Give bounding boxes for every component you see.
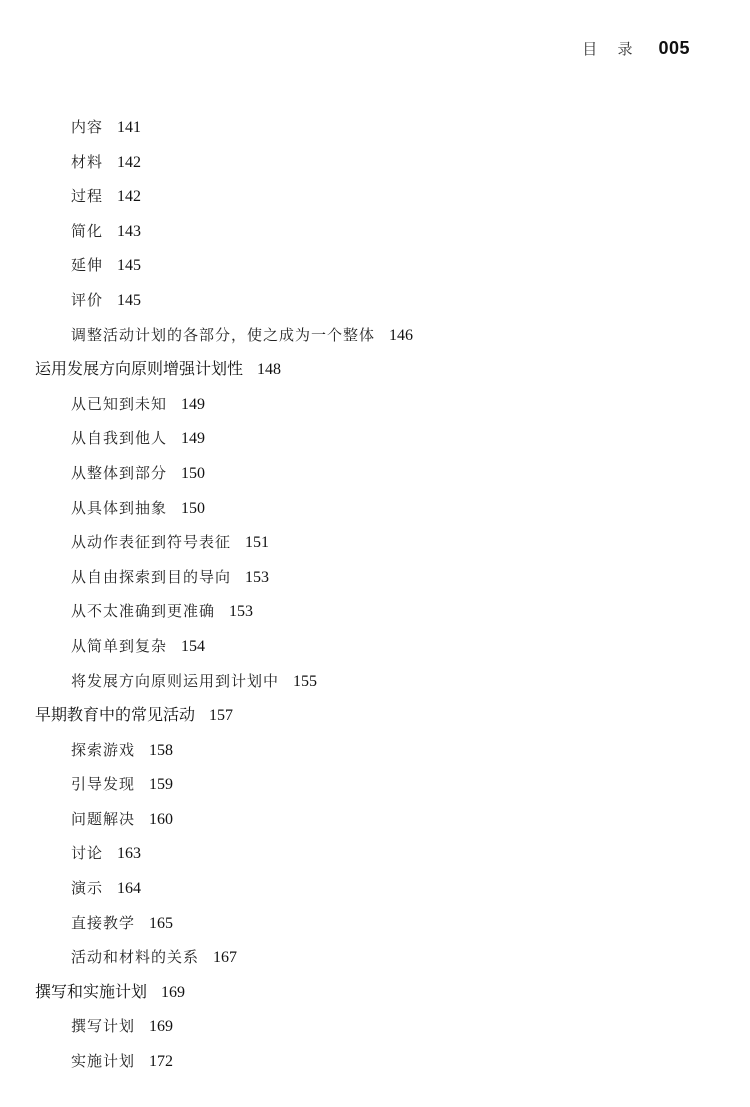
toc-section-entry[interactable] [0,352,750,387]
toc-entry-title: 过程 [71,187,104,206]
toc-subsection-entry[interactable] [0,214,750,249]
toc-subsection-entry[interactable] [0,145,750,180]
toc-subsection-entry[interactable] [0,664,750,699]
toc-subsection-entry[interactable] [0,560,750,595]
toc-subsection-entry[interactable] [0,871,750,906]
toc-entry-title: 评价 [71,290,104,309]
toc-section-entry[interactable] [0,975,750,1010]
toc-subsection-entry[interactable] [0,906,750,941]
toc-subsection-entry[interactable] [0,1044,750,1079]
toc-subsection-entry[interactable] [0,594,750,629]
toc-entry-page: 142 [117,188,142,206]
toc-entry-page: 145 [117,257,142,275]
toc-entry-page: 149 [181,430,206,448]
toc-subsection-entry[interactable] [0,940,750,975]
toc-entry-page: 150 [181,499,206,517]
toc-entry-title: 从具体到抽象 [71,498,168,517]
toc-entry-title: 从不太准确到更准确 [71,602,216,621]
toc-entry-title: 运用发展方向原则增强计划性 [35,359,244,379]
page-number: 005 [658,38,690,58]
toc-entry-page: 145 [117,291,142,309]
toc-entry-title: 从简单到复杂 [71,636,168,655]
page-header [582,38,690,59]
toc-entry-page: 159 [149,776,174,794]
toc-subsection-entry[interactable] [0,1009,750,1044]
toc-subsection-entry[interactable] [0,525,750,560]
toc-entry-page: 146 [389,326,414,344]
toc-entry-page: 150 [181,464,206,482]
toc-entry-title: 内容 [71,118,104,136]
toc-subsection-entry[interactable] [0,836,750,871]
toc-entry-title: 直接教学 [71,913,136,932]
toc-entry-title: 实施计划 [71,1052,136,1071]
toc-subsection-entry[interactable] [0,802,750,837]
toc-entry-title: 撰写计划 [71,1017,136,1036]
toc-subsection-entry[interactable] [0,767,750,802]
toc-entry-title: 活动和材料的关系 [71,948,200,967]
toc-entry-title: 简化 [71,221,104,240]
toc-entry-page: 157 [209,707,234,725]
toc-subsection-entry[interactable] [0,318,750,353]
toc-entry-page: 167 [213,949,238,967]
toc-entry-title: 早期教育中的常见活动 [35,705,196,725]
running-head-label: 目 录 [582,41,641,58]
toc-entry-page: 164 [117,880,142,898]
toc-entry-title: 从整体到部分 [71,463,168,482]
toc-entry-page: 158 [149,741,174,759]
toc-entry-page: 148 [257,361,282,379]
toc-entry-title: 延伸 [71,256,104,275]
toc-entry-page: 151 [245,534,270,552]
toc-entry-title: 问题解决 [71,809,136,828]
toc-entry-page: 172 [149,1053,174,1071]
toc-entry-title: 引导发现 [71,775,136,794]
toc-subsection-entry[interactable] [0,629,750,664]
toc-entry-page: 149 [181,395,206,413]
toc-entry-page: 143 [117,222,142,240]
toc-entry-title: 材料 [71,152,104,171]
toc-subsection-entry[interactable] [0,110,750,145]
toc-subsection-entry[interactable] [0,421,750,456]
toc-entry-page: 153 [229,603,254,621]
toc-entry-page: 165 [149,914,174,932]
toc-entry-title: 演示 [71,879,104,898]
toc-subsection-entry[interactable] [0,387,750,422]
toc-entry-title: 调整活动计划的各部分，使之成为一个整体 [71,325,376,344]
toc-entry-title: 从已知到未知 [71,394,168,413]
toc-subsection-entry[interactable] [0,491,750,526]
toc-entry-page: 163 [117,845,142,863]
toc-entry-title: 讨论 [71,844,104,863]
toc-entry-page: 141 [117,119,142,136]
toc-entry-title: 从动作表征到符号表征 [71,533,232,552]
toc-entry-page: 169 [149,1018,174,1036]
toc-entry-page: 160 [149,810,174,828]
toc-subsection-entry[interactable] [0,248,750,283]
toc-subsection-entry[interactable] [0,733,750,768]
table-of-contents [0,110,750,1079]
toc-subsection-entry[interactable] [0,179,750,214]
toc-entry-page: 155 [293,672,318,690]
toc-entry-page: 153 [245,568,270,586]
toc-section-entry[interactable] [0,698,750,733]
toc-entry-title: 将发展方向原则运用到计划中 [71,671,280,690]
toc-entry-title: 从自我到他人 [71,429,168,448]
toc-subsection-entry[interactable] [0,456,750,491]
toc-entry-page: 154 [181,637,206,655]
toc-entry-page: 169 [161,983,186,1001]
toc-entry-title: 撰写和实施计划 [35,981,148,1001]
toc-subsection-entry[interactable] [0,283,750,318]
toc-entry-page: 142 [117,153,142,171]
toc-entry-title: 从自由探索到目的导向 [71,567,232,586]
toc-entry-title: 探索游戏 [71,740,136,759]
